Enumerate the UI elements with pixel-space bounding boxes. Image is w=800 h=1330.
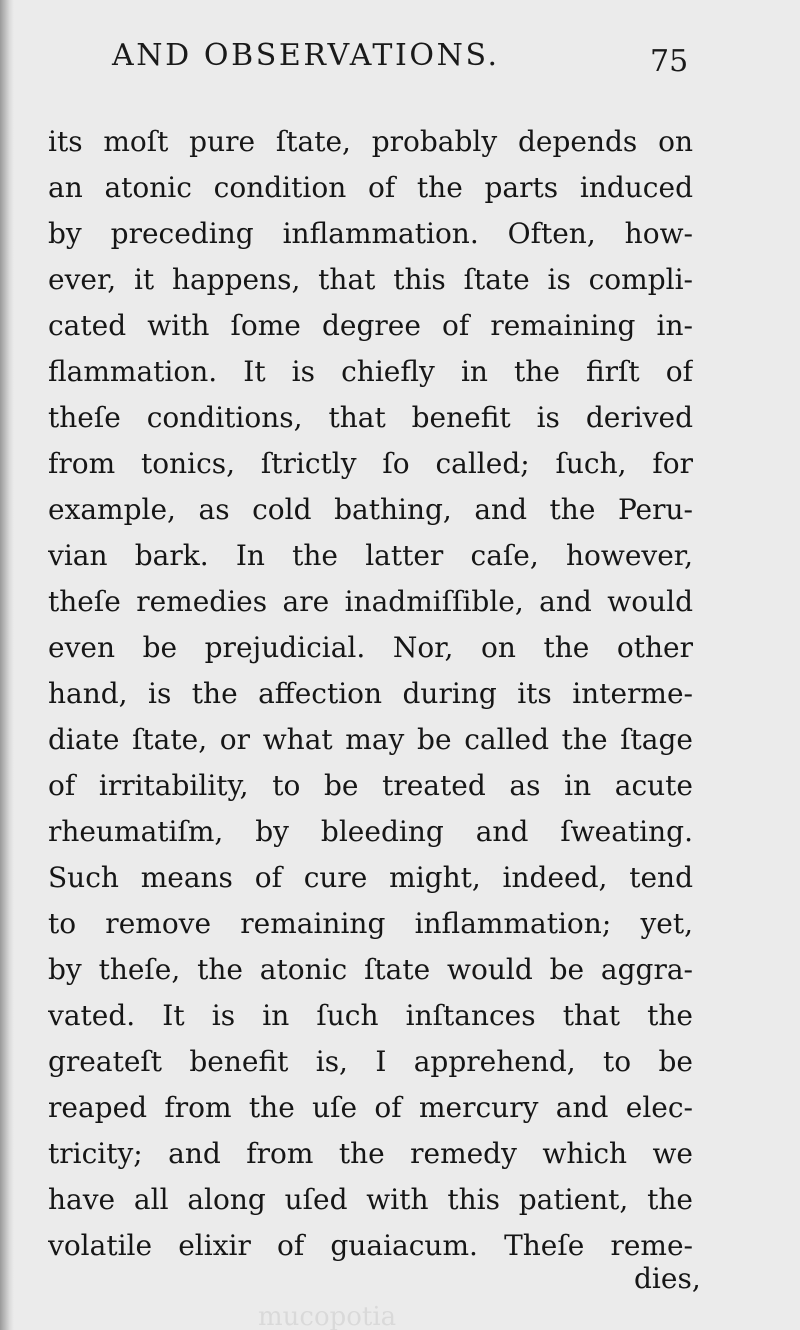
text-line: volatile elixir of guaiacum. Theſe reme- (48, 1229, 693, 1262)
text-line: its moſt pure ſtate, probably depends on (48, 125, 693, 158)
page-number: 75 (650, 44, 689, 79)
catchword: dies, (634, 1262, 701, 1295)
text-line: vian bark. In the latter caſe, however, (48, 539, 693, 572)
text-line: even be prejudicial. Nor, on the other (48, 631, 693, 664)
text-line: flammation. It is chiefly in the firſt of (48, 355, 693, 388)
text-line: by preceding inflammation. Often, how- (48, 217, 693, 250)
text-line: cated with ſome degree of remaining in- (48, 309, 693, 342)
text-line: ever, it happens, that this ſtate is compli- (48, 263, 693, 296)
text-line: by theſe, the atonic ſtate would be aggra- (48, 953, 693, 986)
text-line: example, as cold bathing, and the Peru- (48, 493, 693, 526)
text-line: vated. It is in ſuch inſtances that the (48, 999, 693, 1032)
body-text (48, 119, 693, 1269)
text-line: theſe conditions, that benefit is derived (48, 401, 693, 434)
running-head: AND OBSERVATIONS. (112, 38, 500, 73)
text-line: diate ſtate, or what may be called the ſtage (48, 723, 693, 756)
text-line: theſe remedies are inadmiſſible, and would (48, 585, 693, 618)
text-line: Such means of cure might, indeed, tend (48, 861, 693, 894)
show-through-text: mucopotia (258, 1302, 397, 1330)
text-line: from tonics, ſtrictly ſo called; ſuch, for (48, 447, 693, 480)
text-line: rheumatiſm, by bleeding and ſweating. (48, 815, 693, 848)
text-line: have all along uſed with this patient, the (48, 1183, 693, 1216)
text-line: tricity; and from the remedy which we (48, 1137, 693, 1170)
text-line: greateſt benefit is, I apprehend, to be (48, 1045, 693, 1078)
gutter-shadow (0, 0, 14, 1330)
text-line: to remove remaining inflammation; yet, (48, 907, 693, 940)
text-line: reaped from the uſe of mercury and elec- (48, 1091, 693, 1124)
text-line: of irritability, to be treated as in acute (48, 769, 693, 802)
text-line: hand, is the affection during its interme- (48, 677, 693, 710)
text-line: an atonic condition of the parts induced (48, 171, 693, 204)
